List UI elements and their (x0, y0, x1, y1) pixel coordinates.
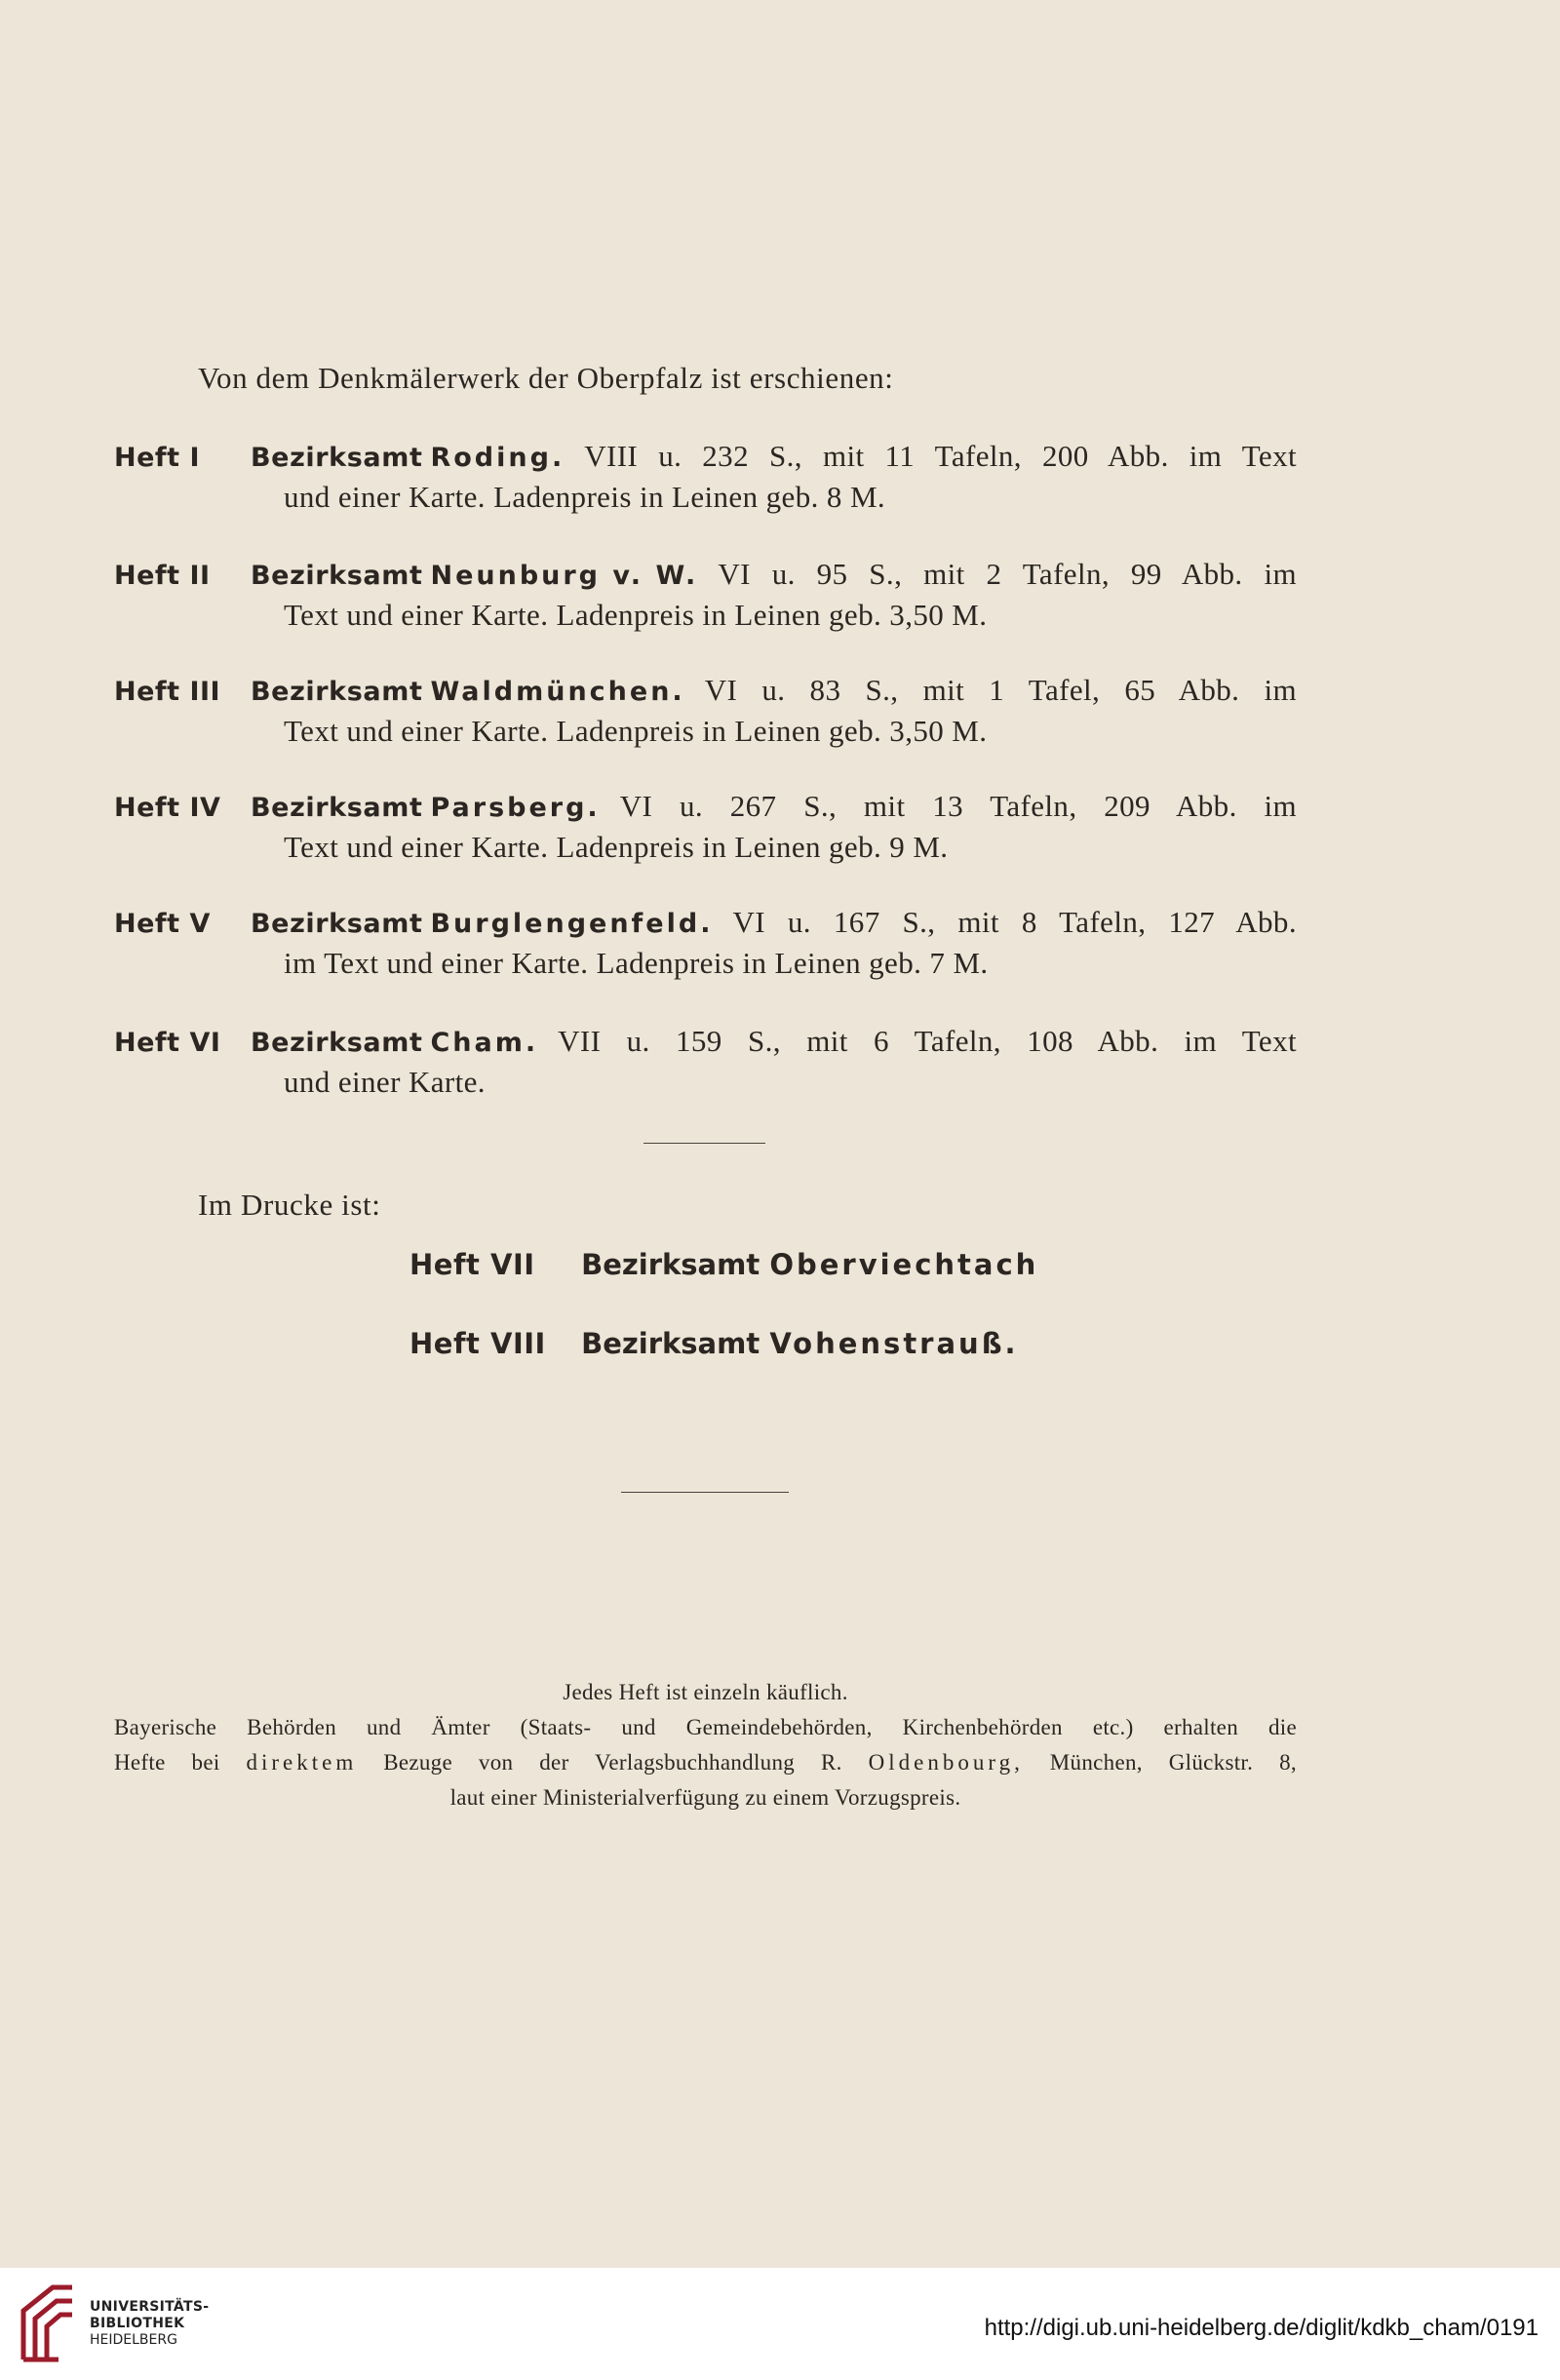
heft-entry (114, 555, 1297, 635)
upcoming-heft-amt: Bezirksamt (581, 1327, 760, 1360)
heft-details: VII u. 159 S., mit 6 Tafeln, 108 Abb. im Text (558, 1024, 1297, 1058)
heft-place: Neunburg v. W. (430, 561, 699, 591)
heft-place: Parsberg. (430, 793, 601, 823)
footnote (114, 1675, 1297, 1815)
upcoming-heft (410, 1327, 1019, 1360)
footnote-text: Hefte bei (114, 1750, 220, 1775)
divider-rule (621, 1492, 789, 1493)
heft-place: Waldmünchen. (430, 677, 685, 707)
footnote-text: Bezuge von der Verlagsbuchhandlung R. (383, 1750, 842, 1775)
permalink-url[interactable]: http://digi.ub.uni-heidelberg.de/diglit/kdkb_cham/0191 (984, 2315, 1539, 2341)
heft-details: VI u. 83 S., mit 1 Tafel, 65 Abb. im (704, 673, 1297, 707)
footnote-line: Jedes Heft ist einzeln käuflich. (563, 1680, 848, 1704)
footnote-line: laut einer Ministerialverfügung zu einem Vorzugspreis. (449, 1785, 961, 1810)
upcoming-heft-place: Oberviechtach (769, 1248, 1039, 1281)
ub-heidelberg-logo-icon (18, 2282, 78, 2365)
heft-entry (114, 1022, 1297, 1102)
library-name-line: HEIDELBERG (90, 2332, 177, 2348)
heft-amt: Bezirksamt (251, 561, 423, 591)
heft-number: Heft I (114, 443, 201, 473)
upcoming-heft-place: Vohenstrauß. (769, 1327, 1019, 1360)
heft-details: VIII u. 232 S., mit 11 Tafeln, 200 Abb. im Text (584, 439, 1297, 473)
heft-entry (114, 437, 1297, 517)
heft-number: Heft III (114, 677, 221, 707)
heft-details-continued: und einer Karte. Ladenpreis in Leinen geb. 8 M. (284, 480, 886, 514)
footnote-line: Bayerische Behörden und Ämter (Staats- und Gemeindebehörden, Kirchenbehörden etc.) erhalten die (114, 1715, 1297, 1739)
heft-amt: Bezirksamt (251, 793, 423, 823)
heft-amt: Bezirksamt (251, 909, 423, 939)
digitization-footer (0, 2268, 1560, 2380)
divider-rule (644, 1143, 765, 1144)
upcoming-heft (410, 1248, 1038, 1281)
heft-entry (114, 903, 1297, 983)
heft-amt: Bezirksamt (251, 443, 423, 473)
intro-heading: Von dem Denkmälerwerk der Oberpfalz ist erschienen: (198, 361, 894, 395)
heft-number: Heft V (114, 909, 211, 939)
heft-details-continued: Text und einer Karte. Ladenpreis in Leinen geb. 3,50 M. (284, 598, 988, 632)
library-name-line: UNIVERSITÄTS- (90, 2299, 210, 2315)
heft-amt: Bezirksamt (251, 1028, 423, 1058)
heft-place: Roding. (430, 443, 566, 473)
library-name-line: BIBLIOTHEK (90, 2316, 185, 2331)
heft-details-continued: Text und einer Karte. Ladenpreis in Leinen geb. 3,50 M. (284, 714, 988, 748)
heft-number: Heft IV (114, 793, 221, 823)
footnote-line (114, 1745, 1297, 1780)
heft-details: VI u. 267 S., mit 13 Tafeln, 209 Abb. im (619, 789, 1297, 823)
footnote-publisher: Oldenbourg, (868, 1750, 1024, 1775)
heft-number: Heft II (114, 561, 211, 591)
upcoming-heft-number: Heft VIII (410, 1327, 546, 1360)
heft-details: VI u. 95 S., mit 2 Tafeln, 99 Abb. im (718, 557, 1297, 591)
heft-amt: Bezirksamt (251, 677, 423, 707)
heft-details-continued: Text und einer Karte. Ladenpreis in Leinen geb. 9 M. (284, 830, 949, 864)
library-name (90, 2299, 209, 2349)
heft-place: Burglengenfeld. (430, 909, 714, 939)
heft-details-continued: und einer Karte. (284, 1065, 486, 1099)
footnote-emphasis: direktem (246, 1750, 358, 1775)
heft-details: VI u. 167 S., mit 8 Tafeln, 127 Abb. (732, 905, 1297, 939)
heft-details-continued: im Text und einer Karte. Ladenpreis in Leinen geb. 7 M. (284, 946, 989, 980)
in-press-label: Im Drucke ist: (198, 1188, 381, 1222)
upcoming-heft-number: Heft VII (410, 1248, 535, 1281)
footnote-text: München, Glückstr. 8, (1049, 1750, 1297, 1775)
upcoming-heft-amt: Bezirksamt (581, 1248, 760, 1281)
heft-entry (114, 787, 1297, 867)
heft-entry (114, 671, 1297, 751)
heft-number: Heft VI (114, 1028, 221, 1058)
heft-place: Cham. (430, 1028, 539, 1058)
